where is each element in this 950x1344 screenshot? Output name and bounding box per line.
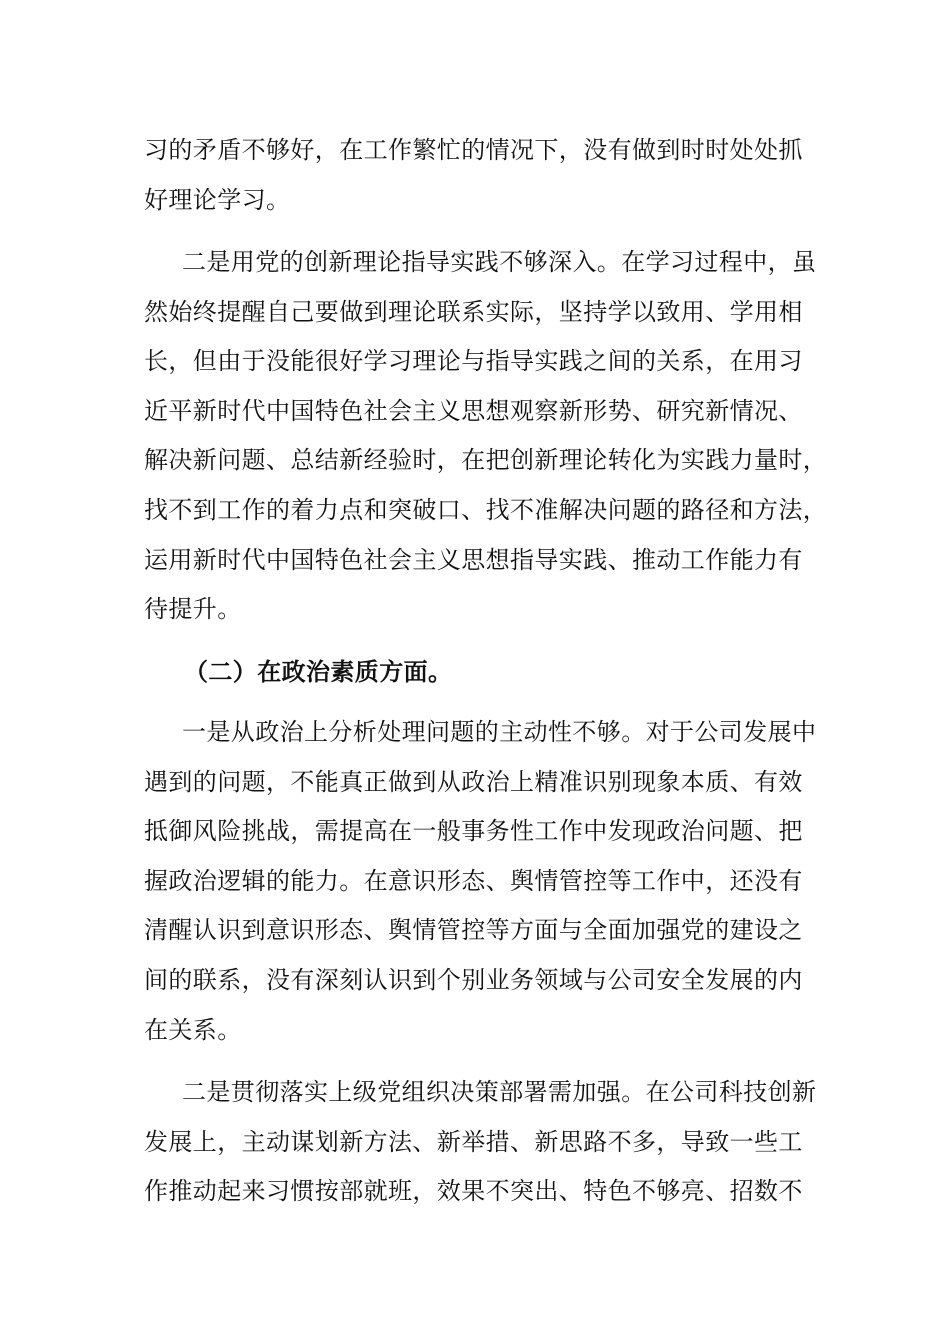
paragraph-4 — [144, 1068, 817, 1217]
text-line: 解决新问题、总结新经验时，在把创新理论转化为实践力量时， — [144, 446, 828, 475]
text-line: 习的矛盾不够好，在工作繁忙的情况下，没有做到时时处处抓 — [144, 136, 803, 164]
text-line: 清醒认识到意识形态、舆情管控等方面与全面加强党的建设之 — [144, 916, 803, 945]
text-line: 运用新时代中国特色社会主义思想指导实践、推动工作能力有 — [144, 545, 803, 574]
section-heading: （二）在政治素质方面。 — [184, 658, 453, 686]
paragraph-2 — [144, 238, 828, 635]
text-line: 作推动起来习惯按部就班，效果不突出、特色不够亮、招数不 — [144, 1177, 803, 1206]
text-line: 近平新时代中国特色社会主义思想观察新形势、研究新情况、 — [144, 396, 803, 425]
text-line: 在关系。 — [144, 1015, 242, 1044]
text-line: 间的联系，没有深刻认识到个别业务领域与公司安全发展的内 — [144, 965, 803, 994]
text-line: 长，但由于没能很好学习理论与指导实践之间的关系，在用习 — [144, 347, 803, 376]
paragraph-3 — [144, 708, 817, 1055]
text-line: 好理论学习。 — [144, 185, 291, 214]
text-line: 发展上，主动谋划新方法、新举措、新思路不多，导致一些工 — [144, 1127, 803, 1156]
text-line: 待提升。 — [144, 595, 242, 624]
text-line: 二是用党的创新理论指导实践不够深入。在学习过程中，虽 — [182, 248, 817, 276]
text-line: 找不到工作的着力点和突破口、找不准解决问题的路径和方法， — [144, 495, 828, 524]
text-line: 二是贯彻落实上级党组织决策部署需加强。在公司科技创新 — [182, 1078, 817, 1106]
text-line: 握政治逻辑的能力。在意识形态、舆情管控等工作中，还没有 — [144, 866, 803, 895]
text-line: 一是从政治上分析处理问题的主动性不够。对于公司发展中 — [182, 718, 817, 746]
section-heading-block — [144, 648, 808, 698]
text-line: 然始终提醒自己要做到理论联系实际，坚持学以致用、学用相 — [144, 297, 803, 326]
text-line: 遇到的问题，不能真正做到从政治上精准识别现象本质、有效 — [144, 767, 803, 796]
text-line: 抵御风险挑战，需提高在一般事务性工作中发现政治问题、把 — [144, 817, 803, 846]
paragraph-1 — [144, 126, 808, 225]
